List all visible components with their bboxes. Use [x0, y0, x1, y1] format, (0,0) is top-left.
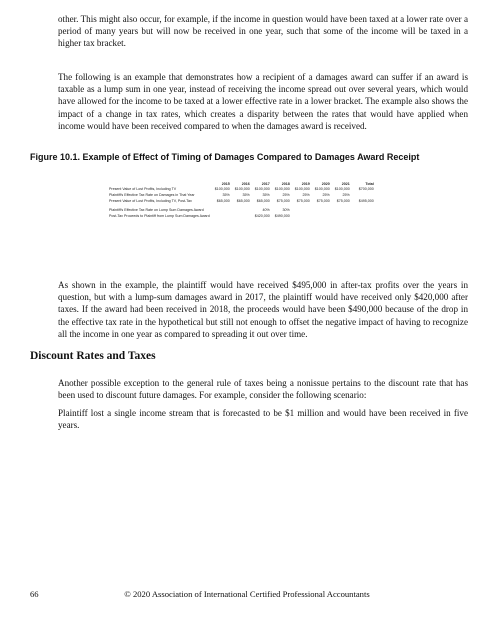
table-header: 2016 [241, 181, 250, 186]
table-cell [211, 213, 231, 219]
table-cell [291, 213, 311, 219]
table-cell: 40% [262, 208, 270, 213]
table-cell [311, 213, 331, 219]
table-cell: $100,000 [334, 187, 350, 192]
table-cell: $75,000 [316, 198, 330, 203]
table-cell: $100,000 [234, 187, 250, 192]
table-cell [351, 213, 375, 219]
paragraph-intro-continued: other. This might also occur, for example, if the income in question would have been taxed at a lower rate over a period of many years but will now be received in one year, such that some of the income will be taxed in a higher tax bracket. [58, 14, 468, 49]
paragraph-example-analysis: As shown in the example, the plaintiff would have received $495,000 in after-tax profits over the years in question, but with a lump-sum damages award in 2017, the plaintiff would have received only $420,000 after taxes. If the award had been received in 2018, the proceeds would have been $490,000 because of the drop in the effective tax rate in the hypothetical but still not enough to offset the negative impact of having to recognize all the income in one year as compared to spreading it out over time. [58, 280, 468, 339]
row-label: Present Value of Lost Profits, Including TV [109, 187, 177, 192]
table-cell: 25% [322, 192, 330, 197]
table-row [108, 187, 375, 193]
table-cell [331, 213, 351, 219]
table-cell: $420,000 [254, 213, 270, 218]
page-number: 66 [30, 589, 39, 599]
row-label: Present Value of Lost Profits, Including TV, Post-Tax [109, 198, 192, 203]
copyright-notice: © 2020 Association of International Certified Professional Accountants [124, 589, 370, 599]
table-header: 2020 [321, 181, 330, 186]
figure-table [108, 181, 408, 219]
paragraph-example-description: The following is an example that demonstrates how a recipient of a damages award can suffer if an award is taxable as a lump sum in one year, instead of receiving the income spread out over several years, which would have allowed for the income to be taxed at a lower effective rate in a lower bracket. The example also shows the impact of a change in tax rates, which creates a disparity between the rates that would have applied when income would have been received compared to when the damages award is received. [58, 72, 468, 131]
table-cell: 35% [222, 192, 230, 197]
table-cell: 25% [342, 192, 350, 197]
table-cell: $75,000 [296, 198, 310, 203]
section-heading: Discount Rates and Taxes [30, 350, 156, 362]
table-cell: $65,000 [256, 198, 270, 203]
table-cell: 35% [262, 192, 270, 197]
table-cell: $700,000 [358, 187, 374, 192]
row-label: Plaintiff's Effective Tax Rate on Lump Sum Damages Award [109, 208, 204, 213]
table-cell: $495,000 [358, 198, 374, 203]
table-cell: $100,000 [274, 187, 290, 192]
table-cell: $100,000 [314, 187, 330, 192]
damages-timing-table [108, 181, 375, 219]
table-cell: $100,000 [294, 187, 310, 192]
table-cell: $490,000 [274, 213, 290, 218]
table-header: 2021 [341, 181, 350, 186]
table-cell: $100,000 [254, 187, 270, 192]
table-cell: 25% [282, 192, 290, 197]
table-header: 2019 [301, 181, 310, 186]
paragraph-discount-rate: Another possible exception to the general rule of taxes being a nonissue pertains to the discount rate that has been used to discount future damages. For example, consider the following scenario: [58, 378, 468, 401]
table-cell [231, 213, 251, 219]
figure-caption: Figure 10.1. Example of Effect of Timing of Damages Compared to Damages Award Receipt [30, 152, 420, 162]
table-header: 2017 [261, 181, 270, 186]
table-cell: $75,000 [276, 198, 290, 203]
table-header: 2015 [221, 181, 230, 186]
table-header: 2018 [281, 181, 290, 186]
table-cell: $65,000 [216, 198, 230, 203]
table-cell: $75,000 [336, 198, 350, 203]
paragraph-scenario: Plaintiff lost a single income stream that is forecasted to be $1 million and would have been received in five years. [58, 408, 468, 431]
table-cell: 25% [302, 192, 310, 197]
table-cell: $65,000 [236, 198, 250, 203]
table-header: Total [365, 181, 374, 186]
row-label: Post-Tax Proceeds to Plaintiff from Lump Sum Damages Award [109, 213, 210, 218]
table-cell: 35% [242, 192, 250, 197]
row-label: Plaintiff's Effective Tax Rate on Damages in That Year [109, 192, 195, 197]
table-cell: $100,000 [214, 187, 230, 192]
table-row [108, 213, 375, 219]
table-cell: 30% [282, 208, 290, 213]
